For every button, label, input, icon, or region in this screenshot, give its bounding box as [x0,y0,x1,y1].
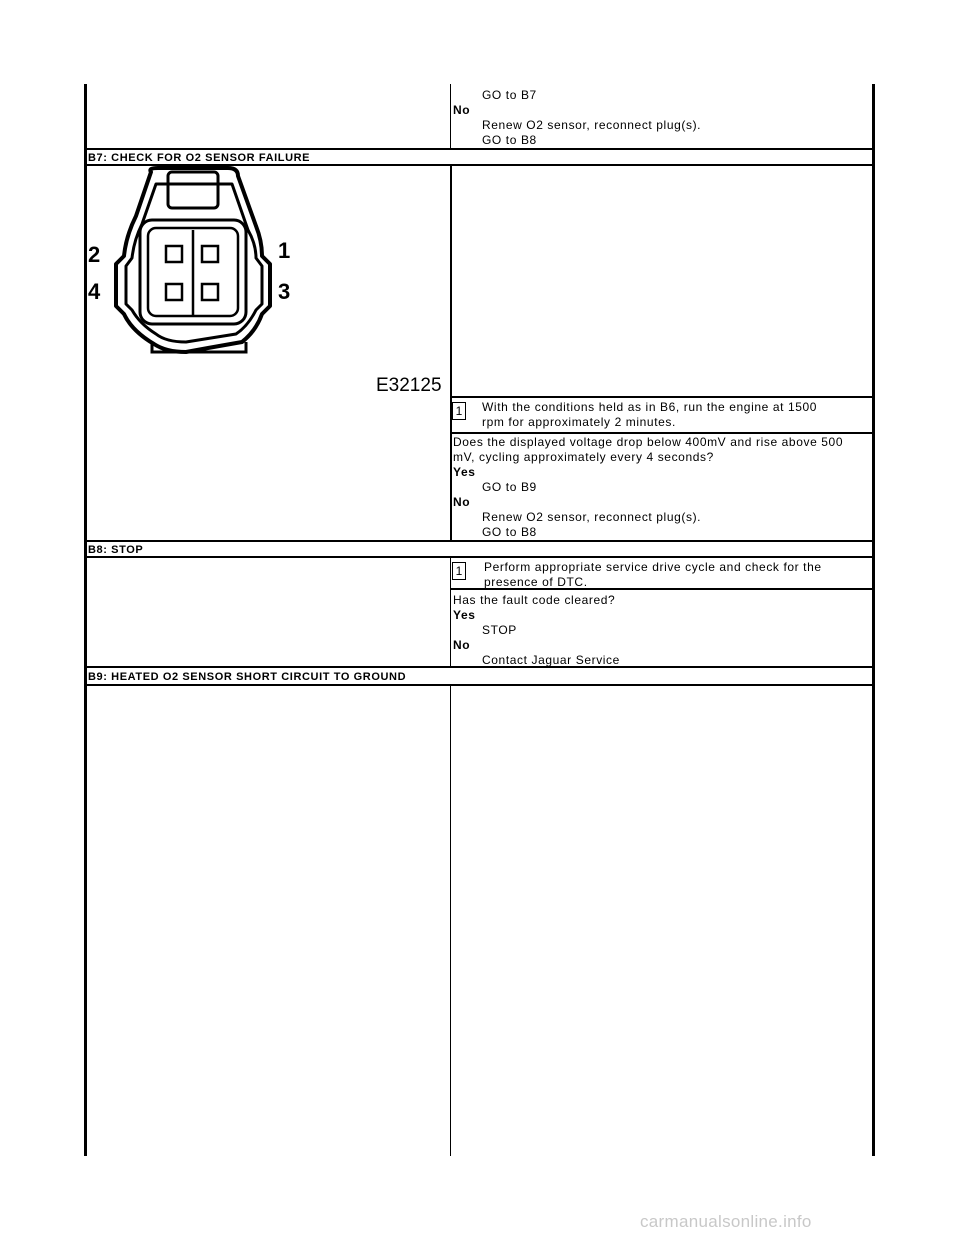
goto-b7-text: GO to B7 [482,88,537,102]
b8-question: Has the fault code cleared? [453,593,616,607]
b8-step-line1: Perform appropriate service drive cycle and check for the [484,560,822,574]
no-label: No [453,103,471,117]
b8-heading: B8: STOP [88,544,144,556]
b7-step-line2: rpm for approximately 2 minutes. [482,415,676,429]
connector-pinout-icon [86,166,450,396]
b8-step-line2: presence of DTC. [484,575,588,589]
b7-question-line1: Does the displayed voltage drop below 400mV and rise above 500 [453,435,844,449]
b8-no-action: Contact Jaguar Service [482,653,620,667]
b7-yes-action: GO to B9 [482,480,537,494]
connector-figure [86,166,450,396]
pin-label-1: 1 [278,238,291,263]
b8-yes-action: STOP [482,623,517,637]
b9-heading: B9: HEATED O2 SENSOR SHORT CIRCUIT TO GROUND [88,671,407,683]
figure-code: E32125 [376,375,442,396]
b7-yes-label: Yes [453,465,476,479]
b7-no-label: No [453,495,471,509]
b8-no-label: No [453,638,471,652]
watermark: carmanualsonline.info [640,1212,812,1231]
pin-label-2: 2 [88,242,101,267]
pin-label-4: 4 [88,279,101,304]
b8-yes-label: Yes [453,608,476,622]
b7-step-line1: With the conditions held as in B6, run the engine at 1500 [482,400,818,414]
b7-no-action1: Renew O2 sensor, reconnect plug(s). [482,510,702,524]
b7-no-action2: GO to B8 [482,525,537,539]
renew-text: Renew O2 sensor, reconnect plug(s). [482,118,702,132]
b8-step-number: 1 [452,562,466,580]
b7-step-number: 1 [452,402,466,420]
goto-b8-text: GO to B8 [482,133,537,147]
pin-label-3: 3 [278,279,291,304]
b7-question-line2: mV, cycling approximately every 4 seconds? [453,450,714,464]
b7-heading: B7: CHECK FOR O2 SENSOR FAILURE [88,152,311,164]
